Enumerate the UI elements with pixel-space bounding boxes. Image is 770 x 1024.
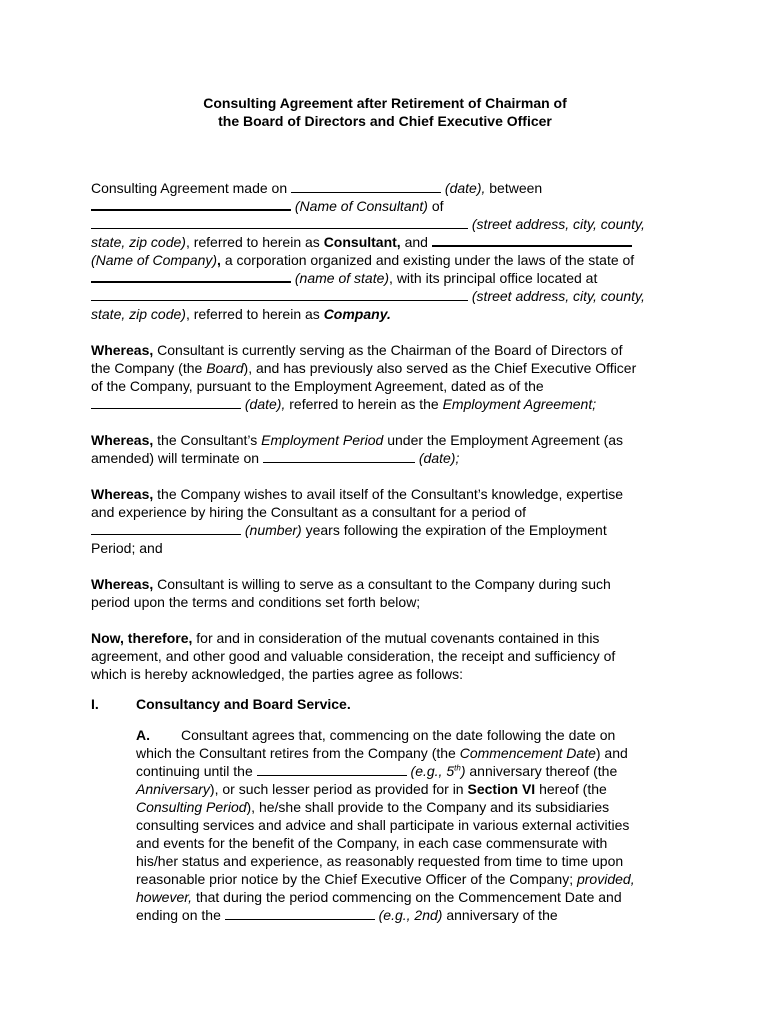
intro-text: , referred to herein as [185, 234, 320, 250]
intro-text: , with its principal office located at [389, 270, 598, 286]
years-blank[interactable] [91, 522, 241, 535]
subsection-a-line-11 [136, 906, 558, 924]
body-text: for and in consideration of the mutual covenants contained in this [196, 630, 600, 646]
intro-line-4 [91, 233, 632, 251]
whereas3-line-1 [91, 485, 623, 503]
date-hint: (date), [444, 180, 486, 196]
body-text: ), or such lesser period as provided for in [209, 781, 464, 797]
provided-term: provided, [576, 871, 635, 887]
company-address-blank[interactable] [91, 288, 468, 301]
employment-date-blank[interactable] [91, 396, 241, 409]
subsection-a-line-3 [136, 762, 617, 780]
body-text: the Company wishes to avail itself of the Consultant’s knowledge, expertise [157, 486, 624, 502]
whereas3-line-2: and experience by hiring the Consultant as a consultant for a period of [91, 504, 527, 520]
consultant-name-blank[interactable] [91, 197, 291, 211]
whereas3-line-4: Period; and [91, 540, 163, 556]
date-hint: (date); [418, 450, 460, 466]
body-text: Consultant agrees that, commencing on the date following the date on [181, 727, 616, 743]
whereas4-line-1 [91, 575, 611, 593]
date-hint: (date), [244, 396, 286, 412]
subsection-label: A. [136, 727, 150, 743]
body-text: which the Consultant retires from the Company (the [136, 745, 456, 761]
intro-text: and [404, 234, 428, 250]
intro-line-3 [91, 215, 645, 233]
intro-line-2 [91, 197, 444, 215]
intro-line-1 [91, 179, 542, 197]
address-hint: (street address, city, county, [471, 288, 645, 304]
example-hint: (e.g., 2nd) [378, 907, 443, 923]
whereas-label: Whereas, [91, 486, 154, 502]
whereas1-line-1 [91, 341, 622, 359]
whereas4-line-2: period upon the terms and conditions set forth below; [91, 594, 421, 610]
whereas1-line-4 [91, 395, 596, 413]
intro-text: a corporation organized and existing under the laws of the state of [224, 252, 635, 268]
subsection-a-line-6: consulting services and advice and shall participate in various external activities [136, 817, 630, 833]
second-anniversary-blank[interactable] [225, 907, 375, 920]
intro-text: of [431, 198, 444, 214]
body-text: reasonable prior notice by the Chief Executive Officer of the Company; [136, 871, 574, 887]
body-text: hereof (the [539, 781, 607, 797]
subsection-a-line-1 [136, 726, 615, 744]
body-text: Consultant is currently serving as the Chairman of the Board of Directors of [157, 342, 623, 358]
body-text: amended) will terminate on [91, 450, 260, 466]
intro-text: between [489, 180, 543, 196]
intro-text: Consulting Agreement made on [91, 180, 288, 196]
intro-line-6 [91, 269, 597, 287]
whereas-label: Whereas, [91, 342, 154, 358]
whereas2-line-2 [91, 449, 459, 467]
body-text: referred to herein as the [289, 396, 439, 412]
consultant-address-blank[interactable] [91, 216, 468, 229]
board-term: Board [206, 360, 244, 376]
address-hint: (street address, city, county, [471, 216, 645, 232]
intro-text: , [217, 252, 221, 268]
body-text: years following the expiration of the Employment [305, 522, 607, 538]
commencement-date-term: Commencement Date [459, 745, 596, 761]
intro-line-5 [91, 251, 634, 269]
intro-text: , referred to herein as [185, 306, 320, 322]
document-title-line-1: Consulting Agreement after Retirement of Chairman of [203, 95, 567, 111]
subsection-a-line-7: and events for the benefit of the Company, in each case commensurate with [136, 835, 608, 851]
now-therefore-line-2: agreement, and other good and valuable consideration, the receipt and sufficiency of [91, 648, 616, 664]
address-hint: state, zip code) [91, 234, 186, 250]
body-text: ), and has previously also served as the Chief Executive Officer [243, 360, 637, 376]
whereas-label: Whereas, [91, 576, 154, 592]
employment-agreement-term: Employment Agreement; [442, 396, 597, 412]
subsection-a-line-9 [136, 870, 635, 888]
whereas1-line-2 [91, 359, 636, 377]
body-text: the Consultant’s [157, 432, 258, 448]
section-heading: Consultancy and Board Service. [136, 696, 351, 712]
consultant-term: Consultant, [323, 234, 401, 250]
state-blank[interactable] [91, 269, 291, 283]
consulting-period-term: Consulting Period [136, 799, 247, 815]
body-text: Consultant is willing to serve as a consultant to the Company during such [157, 576, 611, 592]
body-text: anniversary thereof (the [469, 763, 618, 779]
body-text: that during the period commencing on the Commencement Date and [195, 889, 622, 905]
now-therefore-line-1 [91, 629, 599, 647]
document-title-line-2: the Board of Directors and Chief Executive Officer [218, 113, 552, 129]
date-blank[interactable] [291, 180, 441, 193]
termination-date-blank[interactable] [263, 450, 415, 463]
section-vi-reference: Section VI [467, 781, 536, 797]
now-therefore-line-3: which is hereby acknowledged, the parties agree as follows: [91, 666, 463, 682]
intro-line-8 [91, 305, 391, 323]
company-name-blank[interactable] [432, 233, 632, 247]
subsection-a-line-8: his/her status and experience, as reasonably requested from time to time upon [136, 853, 624, 869]
however-term: however, [136, 889, 193, 905]
whereas1-line-3: of the Company, pursuant to the Employment Agreement, dated as of the [91, 378, 544, 394]
anniversary-blank[interactable] [257, 763, 407, 776]
intro-line-7 [91, 287, 645, 305]
body-text: the Company (the [91, 360, 203, 376]
now-therefore-label: Now, therefore, [91, 630, 193, 646]
anniversary-term: Anniversary [136, 781, 210, 797]
example-hint: (e.g., 5 [410, 763, 455, 779]
body-text: ) and [595, 745, 628, 761]
subsection-a-line-5 [136, 798, 609, 816]
body-text: continuing until the [136, 763, 253, 779]
example-hint: ) [460, 763, 466, 779]
subsection-a-line-10 [136, 888, 622, 906]
whereas-label: Whereas, [91, 432, 154, 448]
employment-period-term: Employment Period [261, 432, 384, 448]
section-number: I. [91, 696, 99, 712]
company-name-hint: (Name of Company) [91, 252, 218, 268]
whereas3-line-3 [91, 521, 607, 539]
body-text: ending on the [136, 907, 221, 923]
subsection-a-line-2 [136, 744, 628, 762]
ordinal-suffix: th [454, 763, 461, 773]
state-hint: (name of state) [294, 270, 390, 286]
consultant-name-hint: (Name of Consultant) [294, 198, 428, 214]
address-hint: state, zip code) [91, 306, 186, 322]
body-text: ), he/she shall provide to the Company and its subsidiaries [246, 799, 610, 815]
company-term: Company. [323, 306, 391, 322]
number-hint: (number) [244, 522, 302, 538]
body-text: anniversary of the [446, 907, 558, 923]
whereas2-line-1 [91, 431, 623, 449]
subsection-a-line-4 [136, 780, 607, 798]
body-text: under the Employment Agreement (as [387, 432, 624, 448]
